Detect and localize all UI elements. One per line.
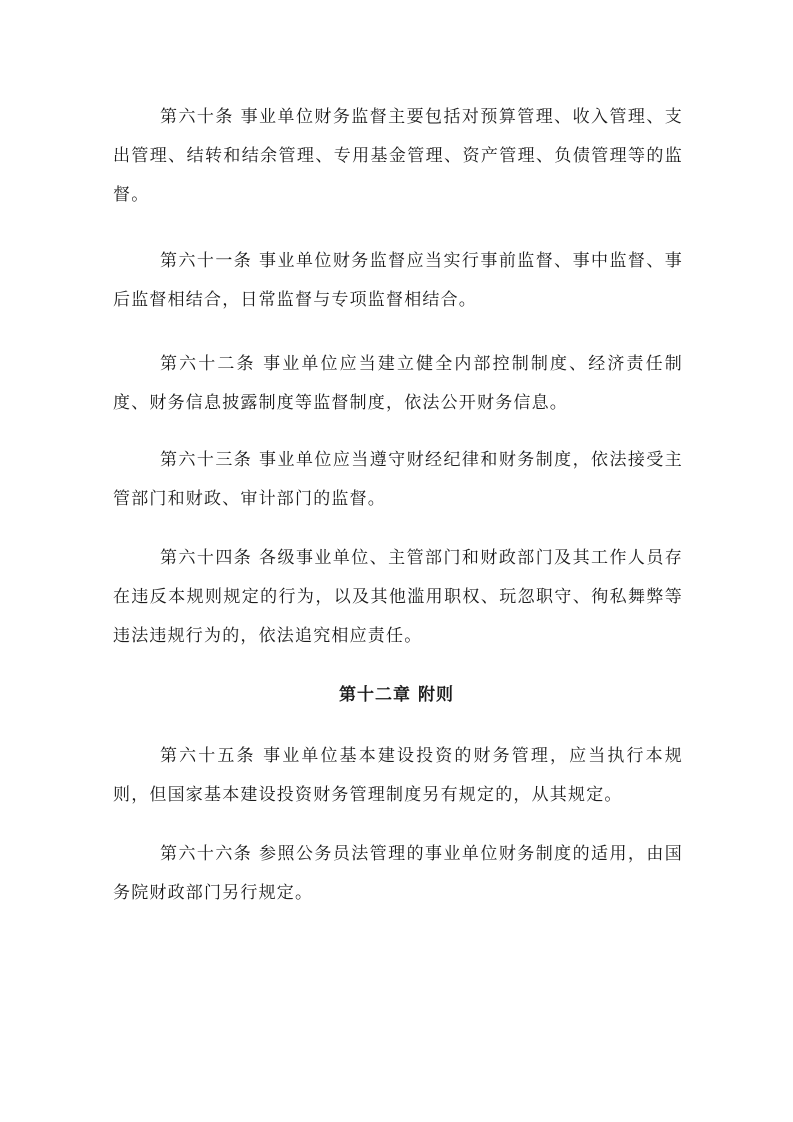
article-65-paragraph: 第六十五条 事业单位基本建设投资的财务管理，应当执行本规则，但国家基本建设投资财务管理制度另有规定的，从其规定。 xyxy=(113,746,683,805)
article-61-paragraph: 第六十一条 事业单位财务监督应当实行事前监督、事中监督、事后监督相结合，日常监督与专项监督相结合。 xyxy=(113,251,683,310)
chapter-heading: 第十二章 附则 xyxy=(339,685,454,705)
article-66-paragraph: 第六十六条 参照公务员法管理的事业单位财务制度的适用，由国务院财政部门另行规定。 xyxy=(113,844,683,903)
article-64-paragraph: 第六十四条 各级事业单位、主管部门和财政部门及其工作人员存在违反本规则规定的行为，以及其他滥用职权、玩忽职守、徇私舞弊等违法违规行为的，依法追究相应责任。 xyxy=(113,548,683,646)
article-60-paragraph: 第六十条 事业单位财务监督主要包括对预算管理、收入管理、支出管理、结转和结余管理、专用基金管理、资产管理、负债管理等的监督。 xyxy=(113,107,683,205)
article-63-paragraph: 第六十三条 事业单位应当遵守财经纪律和财务制度，依法接受主管部门和财政、审计部门的监督。 xyxy=(113,450,683,509)
article-62-paragraph: 第六十二条 事业单位应当建立健全内部控制制度、经济责任制度、财务信息披露制度等监督制度，依法公开财务信息。 xyxy=(113,354,683,413)
